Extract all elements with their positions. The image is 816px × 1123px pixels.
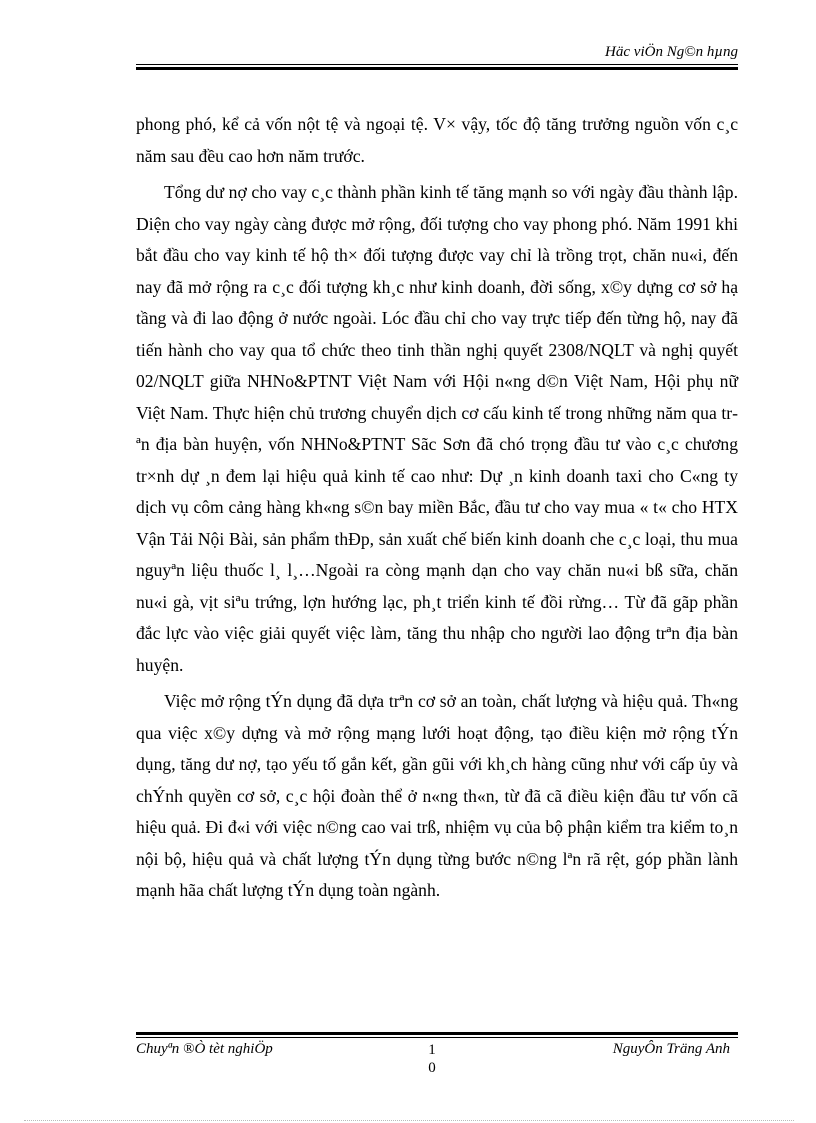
paragraph-continuation: phong phó, kể cả vốn nột tệ và ngoại tệ. V× vậy, tốc độ tăng trưởng nguồn vốn c¸c năm sau đều cao hơn năm trước. bbox=[136, 114, 738, 166]
paragraph-credit-expansion: Việc mở rộng tÝn dụng đã dựa trªn cơ sở an toàn, chất lượng và hiệu quả. Th«ng qua việc x©y dựng và mở rộng mạng lưới hoạt động, tạo điều kiện mở rộng tÝn dụng, tăng dư nợ, tạo yếu tố gắn kết, gần gũi với kh¸ch hàng cũng như với cấp ủy và chÝnh quyền cơ sở, c¸c hội đoàn thể ở n«ng th«n, từ đã cã điều kiện đầu tư vốn cã hiệu quả. Đi đ«i với việc n©ng cao vai trß, nhiệm vụ của bộ phận kiểm tra kiểm to¸n nội bộ, hiệu quả và chất lượng tÝn dụng từng bước n©ng lªn rã rệt, góp phần lành mạnh hãa chất lượng tÝn dụng toàn ngành. bbox=[136, 691, 738, 900]
footer-rule-thin bbox=[136, 1037, 738, 1038]
page-number-line1: 1 bbox=[428, 1042, 436, 1058]
header-title: Häc viÖn Ng©n hµng bbox=[605, 44, 738, 60]
paragraph-loans: Tổng dư nợ cho vay c¸c thành phần kinh tế tăng mạnh so với ngày đầu thành lập. Diện cho vay ngày càng được mở rộng, đối tượng cho vay phong phó. Năm 1991 khi bắt đầu cho vay kinh tế hộ th× đối tượng được vay chỉ là trồng trọt, chăn nu«i, đến nay đã mở rộng ra c¸c đối tượng kh¸c như kinh doanh, đời sống, x©y dựng cơ sở hạ tầng và đi lao động ở nước ngoài. Lóc đầu chỉ cho vay trực tiếp đến từng hộ, nay đã tiến hành cho vay qua tổ chức theo tinh thần nghị quyết 2308/NQLT và nghị quyết 02/NQLT giữa NHNo&PTNT Việt Nam với Hội n«ng d©n Việt Nam, Hội phụ nữ Việt Nam. Thực hiện chủ trương chuyển dịch cơ cấu kinh tế trong những năm qua trªn địa bàn huyện, vốn NHNo&PTNT Sãc Sơn đã chó trọng đầu tư vào c¸c chương tr×nh dự ¸n đem lại hiệu quả kinh tế cao như: Dự ¸n kinh doanh taxi cho C«ng ty dịch vụ côm cảng hàng kh«ng s©n bay miền Bắc, đầu tư cho vay mua « t« cho HTX Vận Tải Nội Bài, sản phẩm thÐp, sản xuất chế biến kinh doanh che c¸c loại, thu mua nguyªn liệu thuốc l¸ l¸…Ngoài ra còng mạnh dạn cho vay chăn nu«i bß sữa, chăn nu«i gà, vịt siªu trứng, lợn hướng lạc, ph¸t triển kinh tế đồi rừng… Từ đã gãp phần đắc lực vào việc giải quyết việc làm, tăng thu nhập cho người lao động trªn địa bàn huyện. bbox=[136, 182, 738, 675]
page-number-line2: 0 bbox=[428, 1060, 436, 1076]
page-edge bbox=[24, 1120, 794, 1121]
header-rule-thin bbox=[136, 64, 738, 65]
footer-rule-thick bbox=[136, 1032, 738, 1035]
document-body bbox=[136, 109, 738, 912]
page-number bbox=[420, 1041, 444, 1077]
footer-author: NguyÔn Träng Anh bbox=[612, 1041, 730, 1057]
header-rule-thick bbox=[136, 67, 738, 70]
footer-thesis-label: Chuyªn ®Ò tèt nghiÖp bbox=[136, 1041, 273, 1057]
